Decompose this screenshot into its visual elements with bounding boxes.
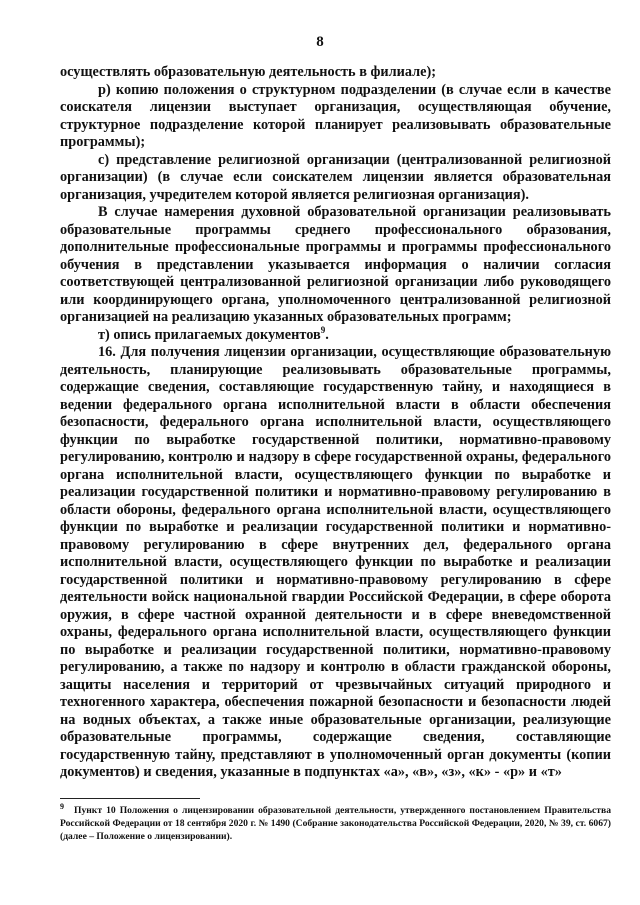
footnote-divider bbox=[60, 798, 200, 799]
paragraph-item-s: с) представление религиозной организации (централизованной религиозной организации) (в случае если соискателем лицензии является образовательная организация, учредителем которой является религиозная организация). bbox=[60, 151, 611, 203]
paragraph-section-16: 16. Для получения лицензии организации, осуществляющие образовательную деятельность, планирующие реализовывать образовательные программы, содержащие сведения, составляющие государственную тайну, и находящиеся в ведении федерального органа исполнительной власти в области обеспечения безопасности, федерального органа исполнительной власти, осуществляющего функции по выработке государственной политики, нормативно-правовому регулированию, контролю и надзору в сфере государственной охраны, федерального органа исполнительной власти, осуществляющего функции по выработке и реализации государственной политики и нормативно-правовому регулированию в области обороны, федерального органа исполнительной власти, осуществляющего функции по выработке и реализации государственной политики и нормативно-правовому регулированию в сфере внутренних дел, федерального органа исполнительной власти, осуществляющего функции по выработке и реализации государственной политики и нормативно-правовому регулированию в сфере деятельности войск национальной гвардии Российской Федерации, в сфере оборота оружия, в сфере частной охранной деятельности и в сфере вневедомственной охраны, федерального органа исполнительной власти, осуществляющего функции по выработке и реализации государственной политики, нормативно-правовому регулированию, а также по надзору и контролю в области гражданской обороны, защиты населения и территорий от чрезвычайных ситуаций природного и техногенного характера, обеспечения пожарной безопасности и безопасности людей на водных объектах, а также иные образовательные организации, реализующие образовательные программы, содержащие сведения, составляющие государственную тайну, представляют в уполномоченный орган документы (копии документов) и сведения, указанные в подпунктах «а», «в», «з», «к» - «р» и «т» bbox=[60, 344, 611, 780]
paragraph-spiritual-organization: В случае намерения духовной образовательной организации реализовывать образовательные программы среднего профессионального образования, дополнительные профессиональные программы и программы профессионального обучения в представлении указывается информация о наличии согласия соответствующей централизованной религиозной организации либо руководящего или координирующего органа, уполномоченного централизованной религиозной организацией на реализацию указанных образовательных программ; bbox=[60, 204, 611, 325]
page-number: 8 bbox=[316, 34, 324, 50]
paragraph-item-t-text: т) опись прилагаемых документов bbox=[98, 326, 321, 343]
paragraph-continuation: осуществлять образовательную деятельность в филиале); bbox=[60, 64, 437, 80]
paragraph-item-t bbox=[60, 324, 611, 345]
document-body bbox=[60, 64, 611, 782]
paragraph-item-t-end: . bbox=[325, 326, 329, 343]
paragraph-item-r: р) копию положения о структурном подразделении (в случае если в качестве соискателя лицензии выступает организация, осуществляющая обучение, структурное подразделение которой планирует реализовывать образовательные программы); bbox=[60, 81, 611, 150]
footnote bbox=[60, 801, 611, 843]
footnote-text: Пункт 10 Положения о лицензировании образовательной деятельности, утвержденного постановлением Правительства Российской Федерации от 18 сентября 2020 г. № 1490 (Собрание законодательства Российской Федерации, 2020, № 39, ст. 6067) (далее – Положение о лицензировании). bbox=[60, 805, 611, 842]
footnote-reference[interactable]: 9 bbox=[320, 324, 326, 335]
footnote-mark: 9 bbox=[60, 801, 64, 811]
